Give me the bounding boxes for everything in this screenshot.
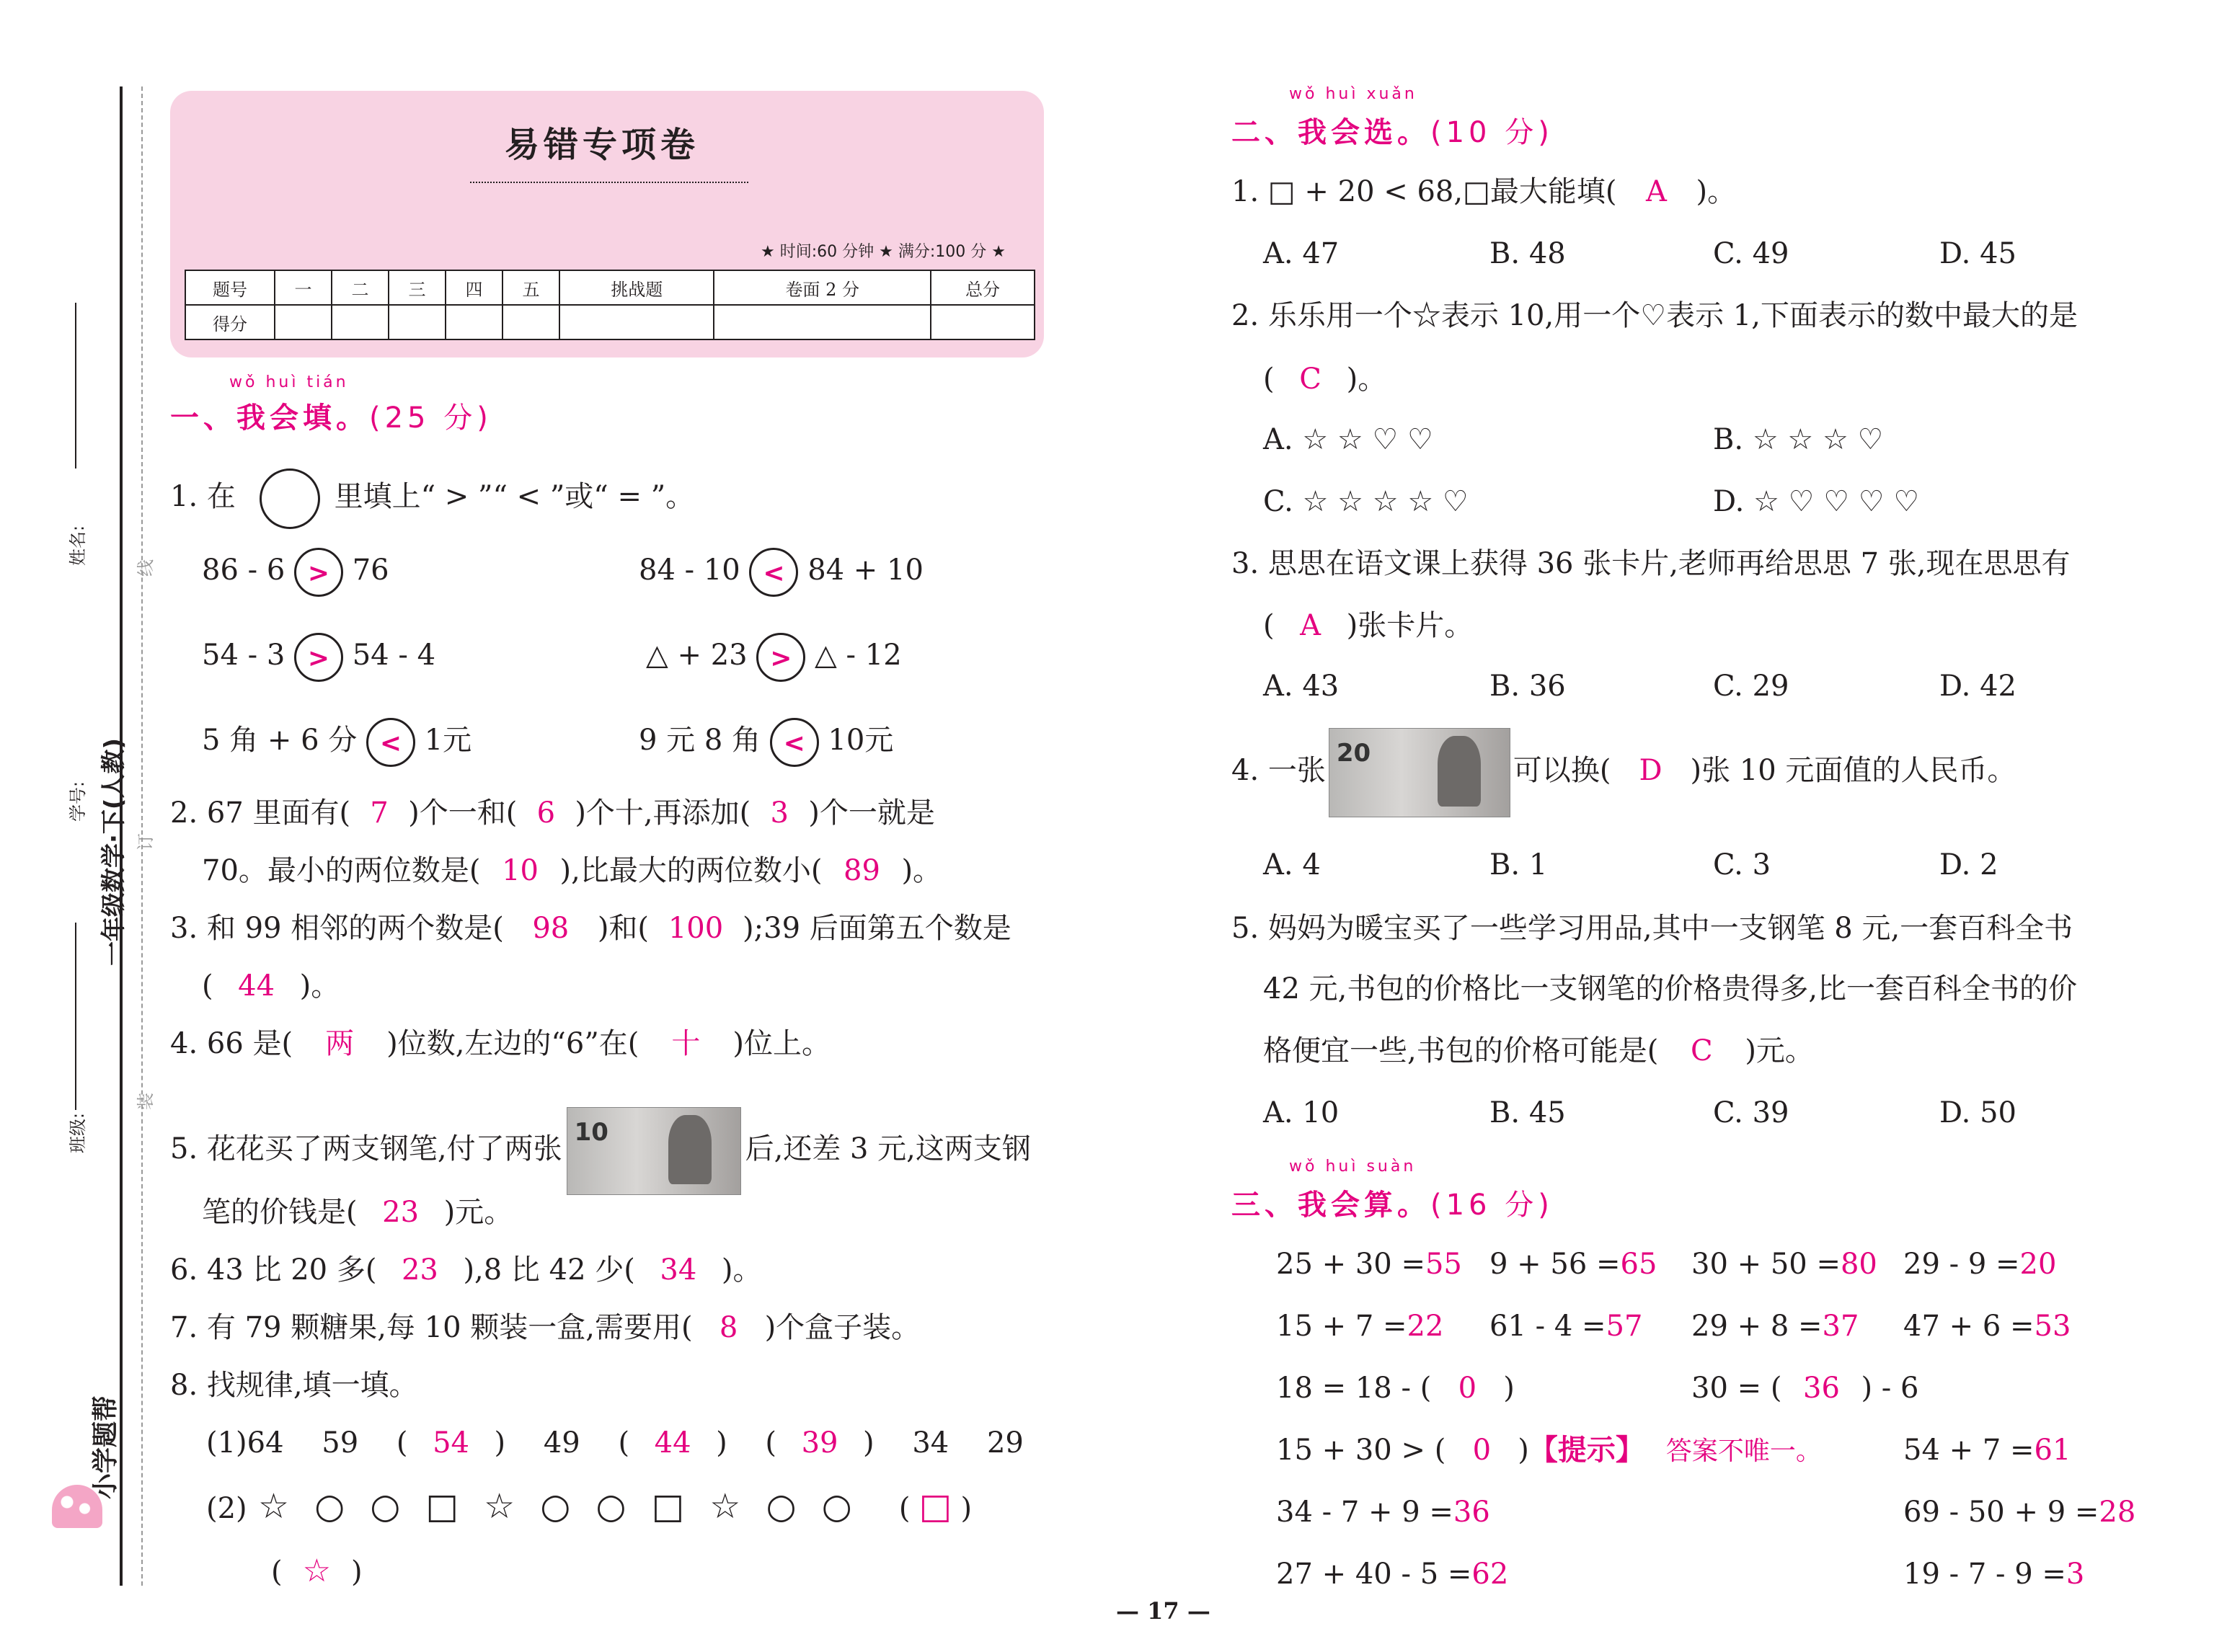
compare-answer[interactable]: > (294, 548, 343, 597)
option: D. 50 (1939, 1096, 2016, 1129)
expr: 61 - 4 = (1489, 1310, 1606, 1343)
expr: 27 + 40 - 5 = (1276, 1558, 1472, 1591)
expr: 29 + 8 = (1691, 1310, 1823, 1343)
score-cell: 得分 (185, 305, 275, 339)
answer-blank[interactable]: 80 (1840, 1248, 1877, 1281)
answer-blank[interactable]: C (1691, 1034, 1713, 1067)
q1-4 (170, 1025, 831, 1062)
option: B. 45 (1489, 1096, 1566, 1129)
q1-8-stem: 8. 找规律,填一填。 (170, 1369, 418, 1402)
q2-5-line1: 5. 妈妈为暖宝买了一些学习用品,其中一支钢笔 8 元,一套百科全书 (1231, 912, 2073, 945)
compare-answer[interactable]: < (770, 718, 819, 767)
calc-item (1903, 1431, 2071, 1469)
compare-answer[interactable]: < (749, 548, 798, 597)
q1-3-line1 (170, 910, 1011, 947)
answer-blank[interactable]: 36 (1803, 1372, 1840, 1405)
text: )位数,左边的“6”在( (386, 1027, 639, 1060)
expr: 30 + 50 = (1691, 1248, 1841, 1281)
score-table (185, 270, 1035, 340)
text: 29 (986, 1426, 1024, 1460)
q1-8-row2-cont: ( ☆ ) (271, 1553, 363, 1589)
calc-item (1903, 1555, 2084, 1593)
score-cell: 总分 (931, 270, 1035, 305)
option: A. 4 (1263, 848, 1321, 881)
text: ),8 比 42 少( (463, 1253, 635, 1287)
compare-left: 84 - 10 (639, 554, 740, 587)
section2-score: (10 分) (1430, 116, 1554, 149)
text: )元。 (443, 1196, 513, 1229)
answer-blank[interactable]: 22 (1407, 1310, 1444, 1343)
section2-pinyin: wǒ huì xuǎn (1289, 85, 1417, 103)
tip-text: 答案不唯一。 (1665, 1436, 1822, 1466)
bill-value: 20 (1336, 739, 1371, 768)
answer-blank[interactable]: 44 (238, 969, 275, 1003)
text: 1. □ + 20 < 68,□最大能填( (1231, 175, 1617, 208)
twenty-yuan-bill-image (1329, 728, 1510, 817)
expr: 19 - 7 - 9 = (1903, 1558, 2066, 1591)
text: )位上。 (732, 1027, 831, 1060)
margin-name-label: 姓名: (68, 525, 88, 566)
text: )张卡片。 (1346, 609, 1474, 642)
compare-left: 5 角 + 6 分 (202, 724, 358, 757)
calc-item (1276, 1369, 1515, 1407)
text: ( (1263, 609, 1275, 642)
answer-blank[interactable]: 53 (2034, 1310, 2071, 1343)
expr: 9 + 56 = (1489, 1248, 1621, 1281)
compare-item (639, 548, 924, 597)
option: A. 47 (1263, 237, 1340, 270)
text: ),比最大的两位数小( (559, 854, 823, 887)
expr: 25 + 30 = (1276, 1248, 1425, 1281)
option: C. 39 (1713, 1096, 1789, 1129)
option: B. 1 (1489, 848, 1548, 881)
margin-underline-2 (75, 923, 76, 1110)
q1-1-instruction: 里填上“ > ”“ < ”或“ = ”。 (334, 480, 695, 513)
expr: 30 = ( (1691, 1372, 1782, 1405)
option: A. 43 (1263, 670, 1340, 703)
option: D. 45 (1939, 237, 2016, 270)
compare-right: 84 + 10 (807, 554, 924, 587)
answer-blank[interactable]: 十 (671, 1027, 701, 1060)
margin-cut-line-text: 线 (136, 559, 156, 577)
answer-blank[interactable]: 36 (1453, 1496, 1490, 1529)
calc-item (1903, 1245, 2056, 1283)
option: C. 3 (1713, 848, 1771, 881)
text: ( (396, 1426, 408, 1460)
option: C. ☆ ☆ ☆ ☆ ♡ (1263, 485, 1469, 518)
answer-blank[interactable]: A (1646, 175, 1667, 208)
answer-blank[interactable]: 39 (801, 1426, 838, 1460)
answer-blank[interactable]: C (1299, 363, 1321, 396)
score-cell: 三 (389, 270, 446, 305)
margin-underline-1 (75, 303, 76, 468)
margin-book-title: 一年级数学·下(人教) (99, 738, 128, 966)
section3-pinyin: wǒ huì suàn (1289, 1158, 1417, 1176)
answer-circle-example (260, 468, 320, 529)
option: C. 29 (1713, 670, 1789, 703)
answer-blank[interactable]: D (1639, 754, 1662, 787)
answer-blank[interactable]: 37 (1822, 1310, 1859, 1343)
score-input-cell[interactable] (332, 305, 389, 339)
answer-blank[interactable]: 7 (370, 796, 389, 830)
q1-5-line2 (202, 1194, 513, 1231)
text: )和( (597, 912, 650, 945)
brand-text: 小学题帮 (91, 1395, 120, 1499)
compare-item (202, 633, 435, 682)
answer-blank[interactable]: 44 (654, 1426, 691, 1460)
answer-blank[interactable]: 57 (1606, 1310, 1643, 1343)
q2-3-answer (1263, 607, 1473, 644)
text: 3. 和 99 相邻的两个数是( (170, 912, 504, 945)
calc-item (1903, 1307, 2071, 1345)
score-cell: 题号 (185, 270, 275, 305)
answer-blank[interactable]: 23 (382, 1196, 420, 1229)
expr: ) - 6 (1861, 1372, 1919, 1405)
score-table-score-row (185, 305, 1035, 339)
section2-title (1231, 110, 1554, 151)
expr: 34 - 7 + 9 = (1276, 1496, 1453, 1529)
score-input-cell[interactable] (931, 305, 1035, 339)
text: )。 (721, 1253, 762, 1287)
score-cell: 四 (446, 270, 502, 305)
answer-blank[interactable]: 89 (844, 854, 880, 887)
calc-item (1276, 1493, 1490, 1531)
answer-blank[interactable]: 34 (660, 1253, 697, 1287)
text: )。 (1346, 363, 1387, 396)
text: )个十,再添加( (575, 796, 751, 830)
answer-blank[interactable]: 8 (719, 1311, 738, 1344)
answer-blank[interactable]: 23 (401, 1253, 438, 1287)
q1-3-line2 (202, 967, 340, 1005)
option: D. 42 (1939, 670, 2016, 703)
q1-2-line1 (170, 794, 935, 832)
q2-2-answer (1263, 360, 1386, 398)
calc-item (1489, 1245, 1657, 1283)
compare-answer[interactable]: > (294, 633, 343, 682)
score-input-cell[interactable] (446, 305, 502, 339)
text: ) (494, 1426, 506, 1460)
compare-right: 10元 (828, 724, 894, 757)
option: B. 48 (1489, 237, 1566, 270)
q1-5-line1 (170, 1107, 1031, 1195)
text: ( (202, 969, 213, 1003)
answer-blank[interactable]: 62 (1471, 1558, 1509, 1591)
score-cell: 一 (275, 270, 332, 305)
compare-item (639, 718, 893, 767)
expr: 47 + 6 = (1903, 1310, 2035, 1343)
q1-1-text: 1. 在 (170, 480, 236, 513)
score-input-cell[interactable] (559, 305, 714, 339)
margin-class-label: 班级: (68, 1112, 88, 1153)
text: 后,还差 3 元,这两支钢 (745, 1132, 1031, 1165)
answer-blank[interactable]: 20 (2019, 1248, 2057, 1281)
option: A. 10 (1263, 1096, 1340, 1129)
compare-item (202, 718, 471, 767)
compare-right: 54 - 4 (352, 639, 436, 672)
exam-meta: ★ 时间:60 分钟 ★ 满分:100 分 ★ (761, 243, 1006, 261)
text: (2) (206, 1492, 247, 1525)
expr: ) (1503, 1372, 1515, 1405)
text: 格便宜一些,书包的价格可能是( (1263, 1034, 1659, 1067)
answer-blank[interactable]: 10 (502, 854, 539, 887)
answer-blank[interactable]: 28 (2099, 1496, 2136, 1529)
compare-right: 76 (352, 554, 389, 587)
calc-item (1903, 1493, 2135, 1531)
answer-blank[interactable]: 55 (1425, 1248, 1462, 1281)
text: 笔的价钱是( (202, 1196, 358, 1229)
expr: 15 + 30 > ( (1276, 1434, 1446, 1467)
option: C. 49 (1713, 237, 1789, 270)
text: (1) (206, 1426, 247, 1460)
section2-heading: 二、我会选。 (1231, 116, 1430, 149)
text: 6. 43 比 20 多( (170, 1253, 377, 1287)
q2-5-line2: 42 元,书包的价格比一支钢笔的价格贵得多,比一套百科全书的价 (1263, 972, 2078, 1005)
expr: 29 - 9 = (1903, 1248, 2020, 1281)
answer-blank[interactable]: 两 (325, 1027, 355, 1060)
expr: 54 + 7 = (1903, 1434, 2035, 1467)
calc-item (1691, 1307, 1859, 1345)
compare-answer[interactable]: > (756, 633, 805, 682)
answer-blank[interactable]: 61 (2034, 1434, 2071, 1467)
text: )个盒子装。 (764, 1311, 921, 1344)
text: ( (898, 1492, 911, 1525)
text: 5. 花花买了两支钢笔,付了两张 (170, 1132, 562, 1165)
calc-item (1276, 1307, 1443, 1345)
pattern-sequence: ☆ ○ ○ □ ☆ ○ ○ □ ☆ ○ ○ (257, 1486, 859, 1527)
answer-blank[interactable]: 65 (1620, 1248, 1657, 1281)
bill-value: 10 (574, 1118, 608, 1147)
text: ) (960, 1492, 973, 1525)
compare-item (646, 633, 902, 682)
calc-item (1276, 1555, 1508, 1593)
section3-score: (16 分) (1430, 1189, 1554, 1222)
text: );39 后面第五个数是 (743, 912, 1011, 945)
q2-4 (1231, 728, 2016, 817)
q1-8-row2 (206, 1488, 972, 1527)
text: 70。最小的两位数是( (202, 854, 481, 887)
text: 4. 66 是( (170, 1027, 293, 1060)
text: 34 (912, 1426, 949, 1460)
compare-right: 1元 (424, 724, 472, 757)
page-number: — 17 — (1116, 1597, 1210, 1625)
section1-title (170, 395, 492, 436)
bill-portrait (1438, 736, 1481, 807)
answer-blank[interactable]: ☆ (302, 1553, 332, 1589)
q1-6 (170, 1251, 761, 1289)
section1-pinyin: wǒ huì tián (229, 373, 349, 391)
expr: 18 = 18 - ( (1276, 1372, 1432, 1405)
tip-label: 【提示】 (1528, 1434, 1644, 1467)
calc-item (1489, 1307, 1642, 1345)
text: 49 (543, 1426, 580, 1460)
expr: 15 + 7 = (1276, 1310, 1407, 1343)
calc-item (1276, 1245, 1462, 1283)
section3-title (1231, 1182, 1554, 1223)
compare-left: △ + 23 (646, 639, 748, 672)
answer-blank[interactable]: 3 (770, 796, 789, 830)
answer-blank[interactable]: 0 (1472, 1434, 1492, 1467)
score-input-cell[interactable] (275, 305, 332, 339)
margin-id-label: 学号: (68, 781, 88, 822)
compare-left: 9 元 8 角 (639, 724, 761, 757)
calc-item (1276, 1431, 1822, 1470)
expr: ) (1518, 1434, 1529, 1467)
answer-blank[interactable]: 98 (532, 912, 570, 945)
q1-8-row1 (206, 1424, 1024, 1462)
calc-item (1691, 1369, 1918, 1407)
q2-3-stem: 3. 思思在语文课上获得 36 张卡片,老师再给思思 7 张,现在思思有 (1231, 547, 2071, 580)
option: D. ☆ ♡ ♡ ♡ ♡ (1713, 485, 1920, 518)
bill-portrait (668, 1115, 712, 1184)
text: 2. 67 里面有( (170, 796, 351, 830)
q1-2-line2 (202, 852, 942, 889)
section1-score: (25 分) (369, 401, 492, 435)
answer-blank[interactable]: 0 (1458, 1372, 1477, 1405)
q2-5-line3 (1263, 1032, 1814, 1070)
compare-left: 86 - 6 (202, 554, 285, 587)
text: ( (765, 1426, 777, 1460)
calc-item (1691, 1245, 1877, 1283)
score-cell: 二 (332, 270, 389, 305)
text: ( (1263, 363, 1275, 396)
text: )。 (901, 854, 942, 887)
text: ) (863, 1426, 875, 1460)
compare-answer[interactable]: < (366, 718, 415, 767)
option: A. ☆ ☆ ♡ ♡ (1263, 423, 1433, 456)
compare-left: 54 - 3 (202, 639, 285, 672)
margin-cut-order-text: 订 (136, 833, 156, 851)
text: )。 (1696, 175, 1737, 208)
option: D. 2 (1939, 848, 1998, 881)
score-cell: 五 (502, 270, 559, 305)
section3-heading: 三、我会算。 (1231, 1189, 1430, 1222)
answer-blank[interactable]: 6 (536, 796, 556, 830)
text: 64 (247, 1426, 284, 1460)
q1-1-stem (170, 468, 694, 529)
ten-yuan-bill-image (567, 1107, 741, 1195)
text: ) (716, 1426, 727, 1460)
text: ( (618, 1426, 630, 1460)
answer-blank[interactable]: 3 (2066, 1558, 2085, 1591)
text: 7. 有 79 颗糖果,每 10 颗装一盒,需要用( (170, 1311, 693, 1344)
text: )元。 (1745, 1034, 1814, 1067)
answer-blank[interactable]: □ (918, 1486, 952, 1527)
score-input-cell[interactable] (502, 305, 559, 339)
text: 59 (322, 1426, 359, 1460)
score-input-cell[interactable] (714, 305, 931, 339)
text: )张 10 元面值的人民币。 (1690, 754, 2016, 787)
q2-1 (1231, 173, 1736, 210)
compare-right: △ - 12 (815, 639, 902, 672)
score-cell: 挑战题 (559, 270, 714, 305)
title-underline (470, 182, 748, 183)
text: )个一就是 (808, 796, 935, 830)
option: B. ☆ ☆ ☆ ♡ (1713, 423, 1884, 456)
page-title: 易错专项卷 (505, 125, 700, 165)
score-input-cell[interactable] (389, 305, 446, 339)
compare-item (202, 548, 389, 597)
score-cell: 卷面 2 分 (714, 270, 931, 305)
score-table-header-row (185, 270, 1035, 305)
expr: 69 - 50 + 9 = (1903, 1496, 2099, 1529)
margin-cut-bind-text: 装 (136, 1093, 156, 1110)
text: )。 (299, 969, 340, 1003)
section1-heading: 一、我会填。 (170, 401, 369, 435)
text: 可以换( (1513, 754, 1611, 787)
text: 4. 一张 (1231, 754, 1326, 787)
q1-7 (170, 1309, 920, 1346)
answer-blank[interactable]: A (1300, 609, 1321, 642)
q2-2-stem: 2. 乐乐用一个☆表示 10,用一个♡表示 1,下面表示的数中最大的是 (1231, 299, 2078, 332)
answer-blank[interactable]: 54 (433, 1426, 469, 1460)
option: B. 36 (1489, 670, 1566, 703)
answer-blank[interactable]: 100 (668, 912, 724, 945)
text: )个一和( (408, 796, 518, 830)
